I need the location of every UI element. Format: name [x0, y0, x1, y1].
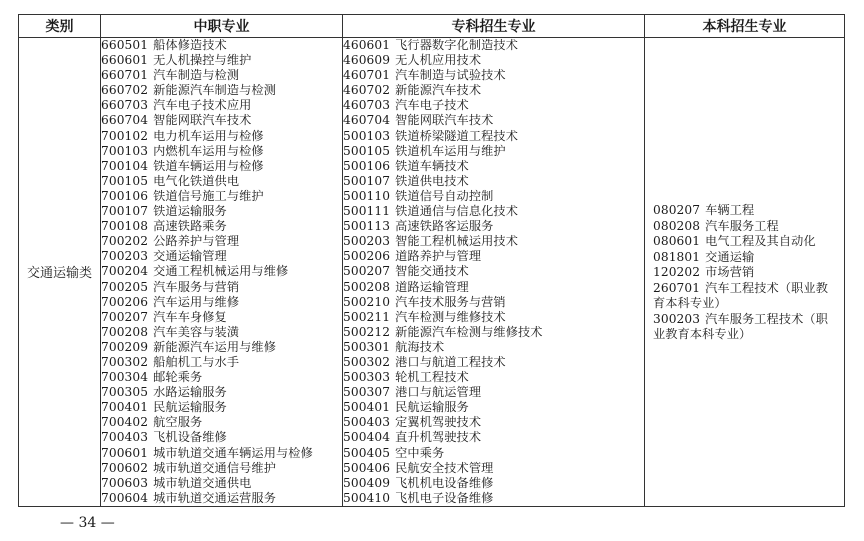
major-name: 铁道桥梁隧道工程技术	[395, 128, 518, 143]
secondary-major-item	[101, 83, 342, 98]
major-name: 城市轨道交通信号维护	[153, 460, 276, 475]
vocational-major-item	[343, 280, 644, 295]
major-code: 500113	[343, 219, 391, 234]
major-code: 500307	[343, 385, 391, 400]
vocational-major-item	[343, 159, 644, 174]
major-name: 船舶机工与水手	[153, 354, 240, 369]
vocational-major-item	[343, 129, 644, 144]
secondary-major-item	[101, 249, 342, 264]
vocational-major-item	[343, 430, 644, 445]
major-code: 500210	[343, 294, 391, 309]
major-code: 700601	[101, 445, 149, 460]
major-name: 市场营销	[705, 265, 755, 279]
major-name: 交通工程机械运用与维修	[153, 264, 289, 279]
vocational-major-item	[343, 249, 644, 264]
vocational-major-item	[343, 174, 644, 189]
major-name: 车辆工程	[705, 203, 755, 217]
major-code: 500110	[343, 188, 391, 203]
major-code: 260701	[653, 280, 701, 295]
major-name: 飞行器数字化制造技术	[395, 38, 518, 52]
major-code: 460702	[343, 83, 391, 98]
secondary-major-item	[101, 430, 342, 445]
major-name: 铁道信号施工与维护	[153, 188, 264, 203]
major-name: 铁道车辆运用与检修	[153, 158, 264, 173]
major-name: 无人机应用技术	[395, 53, 482, 68]
major-name: 铁道车辆技术	[395, 158, 469, 173]
secondary-major-item	[101, 234, 342, 249]
majors-table	[18, 14, 845, 507]
secondary-major-item	[101, 355, 342, 370]
major-code: 080601	[653, 234, 701, 248]
bachelor-major-item	[653, 281, 838, 312]
bachelor-major-item	[653, 203, 838, 219]
major-code: 460601	[343, 38, 391, 52]
vocational-major-item	[343, 400, 644, 415]
major-name: 民航安全技术管理	[395, 460, 494, 475]
major-code: 700602	[101, 460, 149, 475]
major-code: 700207	[101, 309, 149, 324]
vocational-major-item	[343, 340, 644, 355]
major-code: 700105	[101, 173, 149, 188]
major-name: 汽车电子技术应用	[153, 98, 252, 113]
bachelor-major-item	[653, 234, 838, 250]
major-code: 700107	[101, 204, 149, 219]
major-name: 高速铁路客运服务	[395, 219, 494, 234]
secondary-major-item	[101, 340, 342, 355]
secondary-major-item	[101, 189, 342, 204]
vocational-major-item	[343, 98, 644, 113]
major-name: 铁道信号自动控制	[395, 188, 494, 203]
vocational-major-item	[343, 385, 644, 400]
secondary-majors-cell	[101, 38, 343, 507]
major-code: 700304	[101, 370, 149, 385]
major-code: 500409	[343, 475, 391, 490]
vocational-major-item	[343, 219, 644, 234]
vocational-major-item	[343, 189, 644, 204]
secondary-major-item	[101, 415, 342, 430]
secondary-major-item	[101, 310, 342, 325]
major-name: 邮轮乘务	[153, 370, 203, 385]
major-name: 直升机驾驶技术	[395, 430, 482, 445]
major-name: 汽车美容与装潢	[153, 324, 240, 339]
bachelor-major-item	[653, 219, 838, 235]
major-name: 定翼机驾驶技术	[395, 415, 482, 430]
major-name: 航空服务	[153, 415, 203, 430]
major-code: 500107	[343, 173, 391, 188]
major-code: 460609	[343, 53, 391, 68]
major-name: 港口与航道工程技术	[395, 354, 506, 369]
major-code: 300203	[653, 311, 701, 326]
vocational-major-item	[343, 68, 644, 83]
major-code: 500401	[343, 400, 391, 415]
secondary-major-item	[101, 53, 342, 68]
major-name: 铁道运输服务	[153, 204, 227, 219]
secondary-major-item	[101, 144, 342, 159]
vocational-major-item	[343, 204, 644, 219]
major-code: 700205	[101, 279, 149, 294]
secondary-major-item	[101, 491, 342, 506]
major-code: 700401	[101, 400, 149, 415]
bachelor-major-item	[653, 312, 838, 343]
vocational-major-item	[343, 476, 644, 491]
major-name: 无人机操控与维护	[153, 53, 252, 68]
secondary-major-item	[101, 219, 342, 234]
header-vocational-majors: 专科招生专业	[343, 15, 645, 38]
major-code: 700204	[101, 264, 149, 279]
major-name: 智能交通技术	[395, 264, 469, 279]
vocational-major-item	[343, 295, 644, 310]
major-code: 700104	[101, 158, 149, 173]
major-name: 智能工程机械运用技术	[395, 234, 518, 249]
major-name: 交通运输	[705, 249, 755, 264]
header-bachelor-majors: 本科招生专业	[645, 15, 845, 38]
major-name: 交通运输管理	[153, 249, 227, 264]
vocational-major-item	[343, 415, 644, 430]
secondary-major-item	[101, 204, 342, 219]
major-code: 500208	[343, 279, 391, 294]
vocational-major-item	[343, 325, 644, 340]
secondary-major-item	[101, 325, 342, 340]
vocational-major-item	[343, 144, 644, 159]
header-row	[19, 15, 845, 38]
major-name: 汽车检测与维修技术	[395, 309, 506, 324]
major-code: 700305	[101, 385, 149, 400]
bachelor-major-item	[653, 265, 838, 281]
major-name: 飞机机电设备维修	[395, 475, 494, 490]
major-code: 700202	[101, 234, 149, 249]
header-category: 类别	[19, 15, 101, 38]
major-name: 汽车工程技术（职业教育本科专业）	[653, 280, 828, 310]
secondary-major-item	[101, 476, 342, 491]
secondary-major-item	[101, 38, 342, 53]
major-code: 500406	[343, 460, 391, 475]
secondary-major-item	[101, 370, 342, 385]
major-name: 飞机电子设备维修	[395, 490, 494, 505]
major-name: 汽车服务工程	[705, 218, 779, 233]
major-code: 500211	[343, 309, 391, 324]
major-code: 500207	[343, 264, 391, 279]
vocational-major-item	[343, 491, 644, 506]
major-code: 500405	[343, 445, 391, 460]
bachelor-majors-list	[653, 203, 838, 343]
vocational-major-item	[343, 38, 644, 53]
major-name: 汽车制造与检测	[153, 68, 240, 83]
secondary-major-item	[101, 68, 342, 83]
major-name: 汽车服务工程技术（职业教育本科专业）	[653, 311, 828, 341]
major-code: 500103	[343, 128, 391, 143]
major-name: 民航运输服务	[153, 400, 227, 415]
major-name: 电气工程及其自动化	[705, 234, 816, 248]
major-code: 660601	[101, 53, 149, 68]
major-name: 船体修造技术	[153, 38, 227, 52]
major-code: 460703	[343, 98, 391, 113]
major-code: 500105	[343, 143, 391, 158]
major-name: 城市轨道交通车辆运用与检修	[153, 445, 313, 460]
major-code: 660704	[101, 113, 149, 128]
secondary-major-item	[101, 400, 342, 415]
major-code: 081801	[653, 249, 701, 264]
major-name: 航海技术	[395, 339, 445, 354]
major-name: 空中乘务	[395, 445, 445, 460]
page-number: — 34 —	[60, 515, 115, 531]
category-cell: 交通运输类	[19, 38, 101, 507]
vocational-major-item	[343, 355, 644, 370]
major-code: 120202	[653, 265, 701, 279]
major-name: 民航运输服务	[395, 400, 469, 415]
bachelor-major-item	[653, 250, 838, 266]
major-code: 660702	[101, 83, 149, 98]
major-name: 新能源汽车运用与维修	[153, 339, 276, 354]
bachelor-majors-cell	[645, 38, 845, 507]
major-name: 铁道供电技术	[395, 173, 469, 188]
major-code: 500303	[343, 370, 391, 385]
vocational-major-item	[343, 234, 644, 249]
major-code: 460701	[343, 68, 391, 83]
major-code: 700203	[101, 249, 149, 264]
vocational-major-item	[343, 53, 644, 68]
major-code: 500212	[343, 324, 391, 339]
major-name: 电力机车运用与检修	[153, 128, 264, 143]
secondary-major-item	[101, 98, 342, 113]
major-code: 700402	[101, 415, 149, 430]
major-code: 500403	[343, 415, 391, 430]
major-name: 汽车技术服务与营销	[395, 294, 506, 309]
major-name: 电气化铁道供电	[153, 173, 240, 188]
secondary-major-item	[101, 385, 342, 400]
vocational-major-item	[343, 310, 644, 325]
major-code: 700302	[101, 354, 149, 369]
major-code: 660701	[101, 68, 149, 83]
vocational-major-item	[343, 264, 644, 279]
major-name: 汽车服务与营销	[153, 279, 240, 294]
secondary-major-item	[101, 129, 342, 144]
major-code: 660501	[101, 38, 149, 52]
secondary-major-item	[101, 113, 342, 128]
major-name: 水路运输服务	[153, 385, 227, 400]
major-name: 飞机设备维修	[153, 430, 227, 445]
secondary-major-item	[101, 295, 342, 310]
vocational-majors-list	[343, 38, 644, 506]
major-code: 660703	[101, 98, 149, 113]
major-name: 城市轨道交通运营服务	[153, 490, 276, 505]
major-name: 新能源汽车检测与维修技术	[395, 324, 543, 339]
major-name: 铁道机车运用与维护	[395, 143, 506, 158]
secondary-major-item	[101, 174, 342, 189]
major-code: 700103	[101, 143, 149, 158]
major-name: 新能源汽车制造与检测	[153, 83, 276, 98]
major-name: 道路运输管理	[395, 279, 469, 294]
major-name: 智能网联汽车技术	[153, 113, 252, 128]
major-code: 500301	[343, 339, 391, 354]
major-name: 汽车运用与维修	[153, 294, 240, 309]
major-name: 汽车制造与试验技术	[395, 68, 506, 83]
vocational-major-item	[343, 461, 644, 476]
major-code: 080208	[653, 218, 701, 233]
major-code: 700604	[101, 490, 149, 505]
major-code: 500302	[343, 354, 391, 369]
major-name: 道路养护与管理	[395, 249, 482, 264]
major-code: 460704	[343, 113, 391, 128]
major-code: 700208	[101, 324, 149, 339]
major-code: 500410	[343, 490, 391, 505]
major-code: 500206	[343, 249, 391, 264]
major-code: 700206	[101, 294, 149, 309]
vocational-major-item	[343, 113, 644, 128]
major-code: 700108	[101, 219, 149, 234]
major-code: 500203	[343, 234, 391, 249]
major-code: 080207	[653, 203, 701, 217]
major-code: 700403	[101, 430, 149, 445]
secondary-major-item	[101, 280, 342, 295]
major-name: 智能网联汽车技术	[395, 113, 494, 128]
secondary-major-item	[101, 159, 342, 174]
major-name: 内燃机车运用与检修	[153, 143, 264, 158]
secondary-majors-list	[101, 38, 342, 506]
major-code: 500106	[343, 158, 391, 173]
major-code: 700603	[101, 475, 149, 490]
major-code: 500111	[343, 204, 391, 219]
vocational-major-item	[343, 446, 644, 461]
major-name: 铁道通信与信息化技术	[395, 204, 518, 219]
major-name: 高速铁路乘务	[153, 219, 227, 234]
major-name: 新能源汽车技术	[395, 83, 482, 98]
major-name: 汽车车身修复	[153, 309, 227, 324]
vocational-majors-cell	[343, 38, 645, 507]
major-name: 公路养护与管理	[153, 234, 240, 249]
major-name: 城市轨道交通供电	[153, 475, 252, 490]
major-code: 700209	[101, 339, 149, 354]
major-code: 700106	[101, 188, 149, 203]
major-name: 港口与航运管理	[395, 385, 482, 400]
vocational-major-item	[343, 83, 644, 98]
vocational-major-item	[343, 370, 644, 385]
major-code: 700102	[101, 128, 149, 143]
secondary-major-item	[101, 461, 342, 476]
secondary-major-item	[101, 264, 342, 279]
header-secondary-majors: 中职专业	[101, 15, 343, 38]
major-name: 汽车电子技术	[395, 98, 469, 113]
table-row	[19, 38, 845, 507]
secondary-major-item	[101, 446, 342, 461]
major-name: 轮机工程技术	[395, 370, 469, 385]
major-code: 500404	[343, 430, 391, 445]
